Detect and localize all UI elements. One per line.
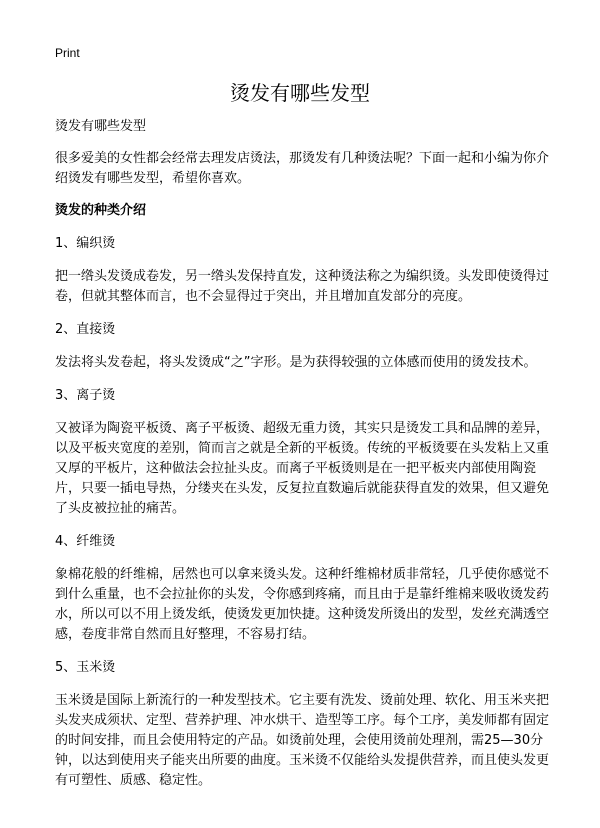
print-link[interactable]: Print (55, 46, 80, 60)
item-heading-ion-perm: 3、离子烫 (55, 388, 116, 403)
item-body-direct-perm: 发法将头发卷起，将头发烫成“之”字形。是为获得较强的立体感而使用的烫发技术。 (55, 355, 537, 370)
page-title: 烫发有哪些发型 (230, 81, 370, 105)
item-body-braid-perm: 把一绺头发烫成卷发，另一绺头发保持直发，这种烫法称之为编织烫。头发即使烫得过卷，但就其整体而言，也不会显得过于突出，并且增加直发部分的亮度。 (55, 269, 550, 304)
item-body-corn-perm: 玉米烫是国际上新流行的一种发型技术。它主要有洗发、烫前处理、软化、用玉米夹把头发夹成须状、定型、营养护理、冲水烘干、造型等工序。每个工序，美发师都有固定的时间安排，而且会使用特定的产品。如烫前处理，会使用烫前处理剂，需25—30分钟，以达到使用夹子能夹出所要的曲度。玉米烫不仅能给头发提供营养，而且使头发更有可塑性、质感、稳定性。 (55, 693, 550, 788)
item-heading-direct-perm: 2、直接烫 (55, 322, 116, 337)
article-intro: 很多爱美的女性都会经常去理发店烫法，那烫发有几种烫法呢？下面一起和小编为你介绍烫发有哪些发型，希望你喜欢。 (55, 151, 550, 186)
item-heading-braid-perm: 1、编织烫 (55, 236, 116, 251)
item-body-fiber-perm: 象棉花般的纤维棉，居然也可以拿来烫头发。这种纤维棉材质非常轻，几乎使你感觉不到什么重量，也不会拉扯你的头发，令你感到疼痛，而且由于是靠纤维棉来吸收烫发药水，所以可以不用上烫发纸，使烫发更加快捷。这种烫发所烫出的发型，发丝充满透空感，卷度非常自然而且好整理，不容易打结。 (55, 567, 550, 642)
section-heading: 烫发的种类介绍 (55, 203, 147, 218)
item-heading-corn-perm: 5、玉米烫 (55, 660, 116, 675)
article-content (55, 117, 551, 804)
item-heading-fiber-perm: 4、纤维烫 (55, 534, 116, 549)
item-body-ion-perm: 又被译为陶瓷平板烫、离子平板烫、超级无重力烫，其实只是烫发工具和品牌的差异，以及平板夹宽度的差别，简而言之就是全新的平板烫。传统的平板烫要在头发粘上又重又厚的平板片，这种做法会拉扯头皮。而离子平板烫则是在一把平板夹内部使用陶瓷片，只要一插电导热，分缕夹在头发，反复拉直数遍后就能获得直发的效果，但又避免了头皮被拉扯的痛苦。 (55, 421, 550, 516)
article-subtitle: 烫发有哪些发型 (55, 119, 147, 134)
